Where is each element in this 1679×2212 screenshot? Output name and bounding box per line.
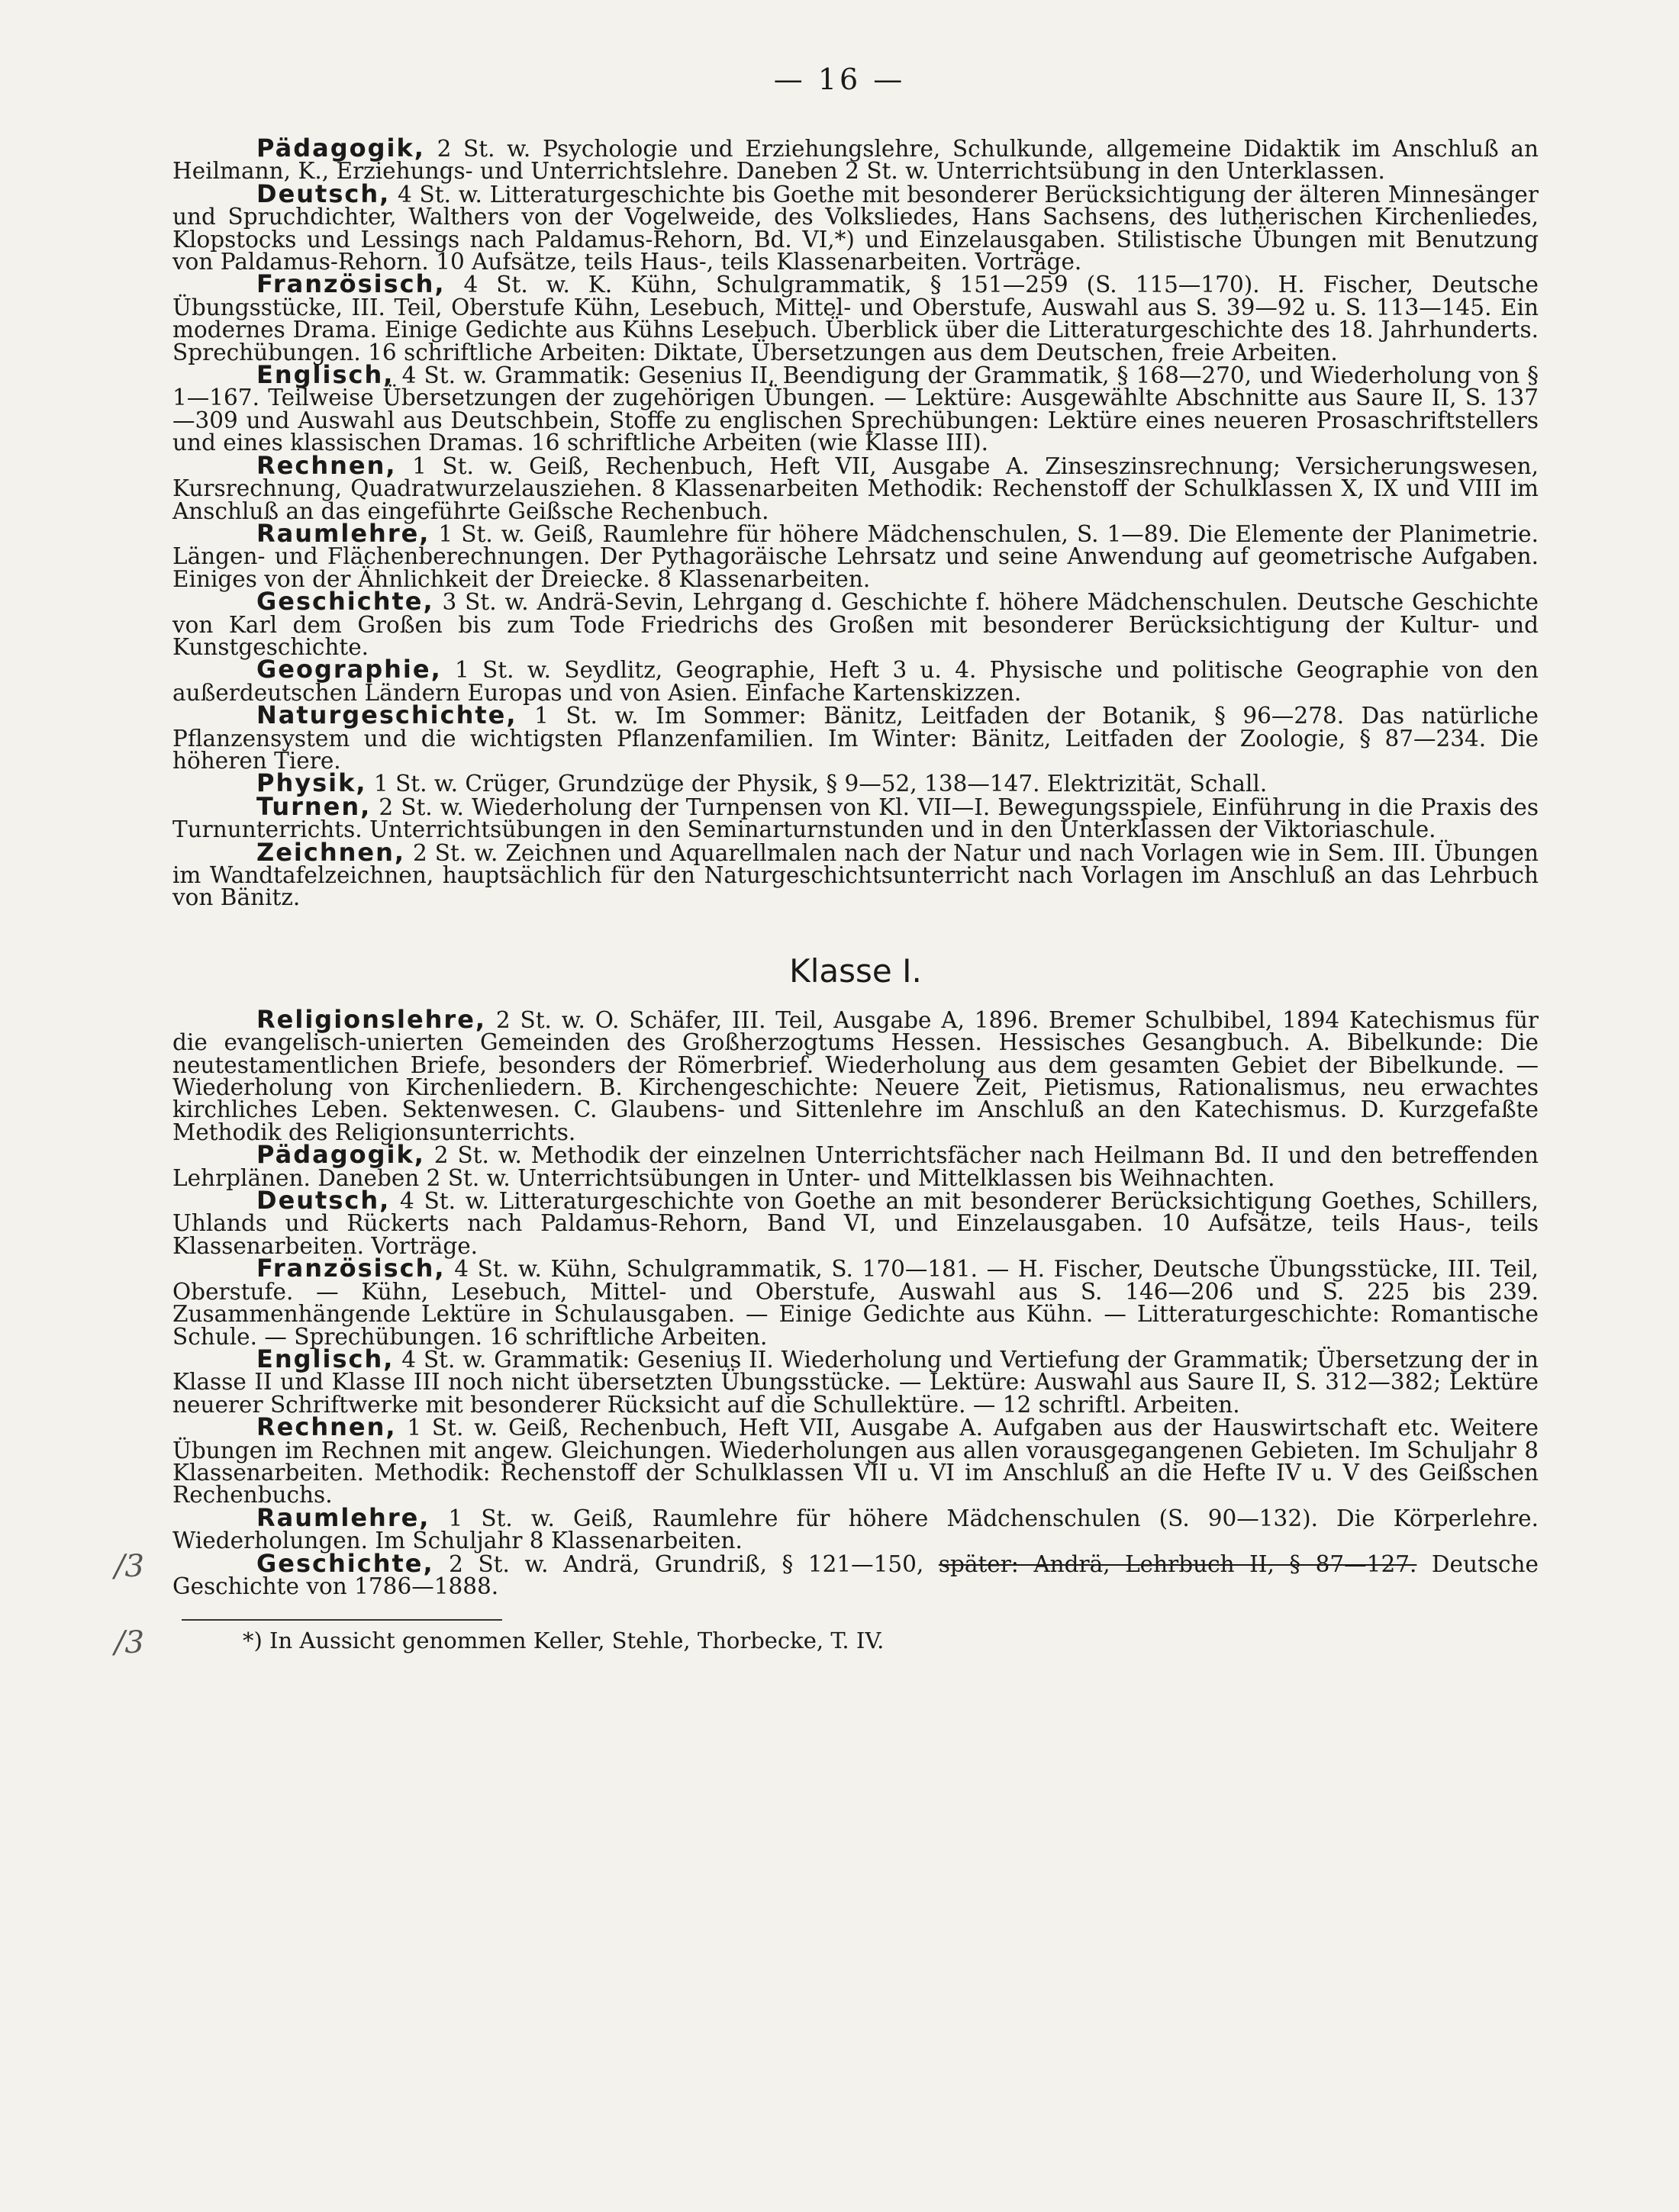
paragraph-text: 1 St. w. Geiß, Rechenbuch, Heft VII, Ausgabe A. Zinseszinsrechnung; Versicherungswesen, Kursrechnung, Quadratwurzelausziehen. 8 Klassenarbeiten Methodik: Rechenstoff der Schulklassen X, IX und VIII im Anschluß an das eingeführte Geißsche Rechenbuch. [172,452,1539,524]
subject-label: Pädagogik, [256,134,425,163]
paragraph [172,179,1539,275]
section-seminar-ii [172,134,1539,911]
paragraph [172,1502,1539,1554]
paragraph-text: 4 St. w. Litteraturgeschichte bis Goethe mit besonderer Berücksichtigung der älteren Minnesänger und Spruchdichter, Walthers von der Vogelweide, des Volksliedes, Hans Sachsens, des lutherischen Kirchenliedes, Klopstocks und Lessings nach Paldamus-Rehorn, Bd. VI,*) und Einzelausgaben. Stilistische Übungen mit Benutzung von Paldamus-Rehorn. 10 Aufsätze, teils Haus-, teils Klassenarbeiten. Vorträge. [172,181,1539,275]
paragraph-geschichte [172,1548,1539,1599]
paragraph-text: 2 St. w. O. Schäfer, III. Teil, Ausgabe A, 1896. Bremer Schulbibel, 1894 Katechismus für die evangelisch-unierten Gemeinden des Großherzogtums Hessen. Hessisches Gesangbuch. A. Bibelkunde: Die neutestamentlichen Briefe, besonders der Römerbrief. Wiederholung aus dem gesamten Gebiet der Bibelkunde. — Wiederholung von Kirchenliedern. B. Kirchengeschichte: Neuere Zeit, Pietismus, Rationalismus, neu erwachtes kirchliches Leben. Sektenwesen. C. Glaubens- und Sittenlehre im Anschluß an den Katechismus. D. Kurzgefaßte Methodik des Religionsunterrichts. [172,1006,1539,1145]
paragraph-text: 1 St. w. Geiß, Raumlehre für höhere Mädchenschulen, S. 1—89. Die Elemente der Planimetrie. Längen- und Flächenberechnungen. Der Pythagoräische Lehrsatz und seine Anwendung auf geometrische Aufgaben. Einiges von der Ähnlichkeit der Dreiecke. 8 Klassenarbeiten. [172,520,1539,592]
subject-label: Pädagogik, [256,1140,425,1170]
subject-label: Deutsch, [256,1186,391,1215]
paragraph-text: 4 St. w. Kühn, Schulgrammatik, S. 170—181. — H. Fischer, Deutsche Übungsstücke, III. Teil, Oberstufe. — Kühn, Lesebuch, Mittel- und Oberstufe, Auswahl aus S. 146—206 und S. 225 bis 239. Zusammenhängende Lektüre in Schulausgaben. — Einige Gedichte aus Kühn. — Litteraturgeschichte: Romantische Schule. — Sprechübungen. 16 schriftliche Arbeiten. [172,1256,1539,1350]
paragraph-text: 4 St. w. Grammatik: Gesenius II. Wiederholung und Vertiefung der Grammatik; Übersetzung der in Klasse II und Klasse III noch nicht übersetzten Übungsstücke. — Lektüre: Auswahl aus Saure II, S. 312—382; Lektüre neuerer Schriftwerke mit besonderer Rücksicht auf die Schullektüre. — 12 schriftl. Arbeiten. [172,1346,1539,1418]
paragraph-text: 1 St. w. Im Sommer: Bänitz, Leitfaden der Botanik, § 96—278. Das natürliche Pflanzensystem und die wichtigsten Pflanzenfamilien. Im Winter: Bänitz, Leitfaden der Zoologie, § 87—234. Die höheren Tiere. [172,703,1539,774]
footnote: *) In Aussicht genommen Keller, Stehle, Thorbecke, T. IV. [243,1628,885,1654]
paragraph-text: 1 St. w. Geiß, Rechenbuch, Heft VII, Ausgabe A. Aufgaben aus der Hauswirtschaft etc. Weitere Übungen im Rechnen mit angew. Gleichungen. Wiederholungen aus allen vorausgegangenen Gebieten. Im Schuljahr 8 Klassenarbeiten. Methodik: Rechenstoff der Schulklassen VII u. VI im Anschluß an die Hefte IV u. V des Geißschen Rechenbuchs. [172,1415,1539,1508]
subject-label: Zeichnen, [256,837,406,867]
subject-label: Raumlehre, [256,1502,430,1532]
paragraph [172,700,1539,774]
struck-text: später: Andrä, Lehrbuch II, § 87—127. [938,1550,1417,1577]
paragraph [172,1412,1539,1508]
subject-label: Englisch, [256,360,395,390]
paragraph [172,655,1539,706]
paragraph [172,134,1539,185]
subject-label: Englisch, [256,1344,395,1373]
paragraph-text: 3 St. w. Andrä-Sevin, Lehrgang d. Geschichte f. höhere Mädchenschulen. Deutsche Geschichte von Karl dem Großen bis zum Tode Friedrichs des Großen mit besonderer Berücksichtigung der Kultur- und Kunstgeschichte. [172,589,1539,660]
paragraph [172,791,1539,843]
paragraph [172,518,1539,592]
subject-label: Rechnen, [256,450,397,480]
subject-label: Rechnen, [256,1412,397,1442]
paragraph-text: 4 St. w. Grammatik: Gesenius II, Beendigung der Grammatik, § 168—270, und Wiederholung von § 1—167. Teilweise Übersetzungen der zugehörigen Übungen. — Lektüre: Ausgewählte Abschnitte aus Saure II, S. 137—309 und Auswahl aus Deutschbein, Stoffe zu englischen Sprechübungen: Lektüre eines neueren Prosaschriftstellers und eines klassischen Dramas. 16 schriftliche Arbeiten (wie Klasse III). [172,362,1539,456]
paragraph-text: 1 St. w. Geiß, Raumlehre für höhere Mädchenschulen (S. 90—132). Die Körperlehre. Wiederholungen. Im Schuljahr 8 Klassenarbeiten. [172,1505,1539,1554]
paragraph [172,1186,1539,1259]
subject-label: Französisch, [256,269,446,299]
paragraph [172,450,1539,524]
section-heading: Klasse I. [789,951,922,990]
subject-label: Französisch, [256,1254,446,1283]
paragraph-text: 4 St. w. Litteraturgeschichte von Goethe an mit besonderer Berücksichtigung Goethes, Schillers, Uhlands und Rückerts nach Paldamus-Rehorn, Band VI, und Einzelausgaben. 10 Aufsätze, teils Haus-, teils Klassenarbeiten. Vorträge. [172,1188,1539,1259]
paragraph [172,1004,1539,1145]
section-klasse-i [172,1004,1539,1554]
paragraph [172,837,1539,911]
subject-label: Geschichte, [256,1548,434,1578]
paragraph-text: 2 St. w. Wiederholung der Turnpensen von Kl. VII—I. Bewegungsspiele, Einführung in die Praxis des Turnunterrichts. Unterrichtsübungen in den Seminarturnstunden und in den Unterklassen der Viktoriaschule. [172,794,1539,843]
paragraph [172,1344,1539,1418]
subject-label: Raumlehre, [256,518,430,548]
paragraph [172,269,1539,365]
subject-label: Geschichte, [256,587,434,617]
paragraph [172,768,1539,798]
paragraph [172,1140,1539,1191]
paragraph [172,1254,1539,1350]
subject-label: Religionslehre, [256,1004,487,1034]
paragraph-text: Deutsche Geschichte von 1786—1888. [172,1550,1539,1599]
paragraph [172,587,1539,660]
paragraph-text: 2 St. w. Methodik der einzelnen Unterrichtsfächer nach Heilmann Bd. II und den betreffenden Lehrplänen. Daneben 2 St. w. Unterrichtsübungen in Unter- und Mittelklassen bis Weihnachten. [172,1142,1539,1191]
document-body [172,134,1539,1654]
paragraph [172,360,1539,456]
subject-label: Deutsch, [256,179,391,208]
subject-label: Physik, [256,768,367,798]
paragraph-text: 4 St. w. K. Kühn, Schulgrammatik, § 151—259 (S. 115—170). H. Fischer, Deutsche Übungsstücke, III. Teil, Oberstufe Kühn, Lesebuch, Mittel- und Oberstufe, Auswahl aus S. 39—92 u. S. 113—145. Ein modernes Drama. Einige Gedichte aus Kühns Lesebuch. Überblick über die Litteraturgeschichte des 18. Jahrhunderts. Sprechübungen. 16 schriftliche Arbeiten: Diktate, Übersetzungen aus dem Deutschen, freie Arbeiten. [172,272,1539,365]
paragraph-text: 2 St. w. Zeichnen und Aquarellmalen nach der Natur und nach Vorlagen wie in Sem. III. Übungen im Wandtafelzeichnen, hauptsächlich für den Naturgeschichtsunterricht nach Vorlagen im Anschluß an das Lehrbuch von Bänitz. [172,839,1539,911]
paragraph-text: 2 St. w. Andrä, Grundriß, § 121—150, [433,1550,939,1577]
footnote-rule [182,1619,502,1621]
subject-label: Naturgeschichte, [256,700,517,730]
margin-mark: /3 [114,1549,144,1584]
paragraph-text: 1 St. w. Crüger, Grundzüge der Physik, § 9—52, 138—147. Elektrizität, Schall. [366,771,1268,797]
subject-label: Turnen, [256,791,372,821]
margin-mark: /3 [114,1625,144,1660]
paragraph-text: 2 St. w. Psychologie und Erziehungslehre, Schulkunde, allgemeine Didaktik im Anschluß an Heilmann, K., Erziehungs- und Unterrichtslehre. Daneben 2 St. w. Unterrichtsübung in den Unterklassen. [172,136,1539,185]
paragraph-text: 1 St. w. Seydlitz, Geographie, Heft 3 u. 4. Physische und politische Geographie von den außerdeutschen Ländern Europas und von Asien. Einfache Kartenskizzen. [172,657,1539,706]
page-number: — 16 — [773,63,906,96]
subject-label: Geographie, [256,655,442,684]
